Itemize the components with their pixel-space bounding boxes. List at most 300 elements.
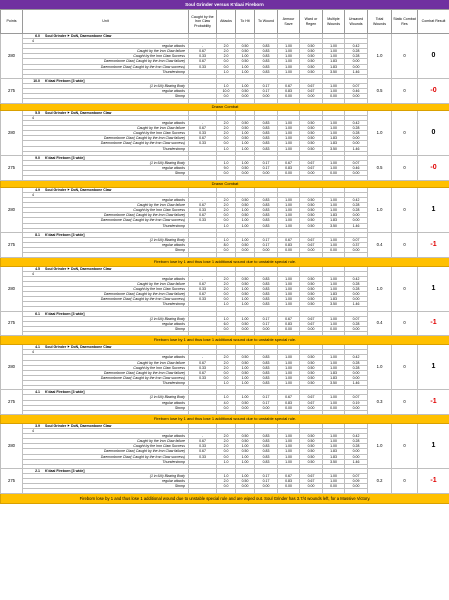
value-cell[interactable]: 0.83 bbox=[255, 276, 278, 281]
combat-result-cell[interactable]: -1 bbox=[418, 469, 449, 494]
attack-label-cell[interactable]: regular attacks bbox=[23, 479, 189, 484]
static-res-cell[interactable]: 0 bbox=[392, 424, 418, 469]
combat-result-cell[interactable]: -0 bbox=[418, 155, 449, 180]
value-cell[interactable]: 2.0 bbox=[217, 360, 236, 365]
value-cell[interactable]: 1.00 bbox=[278, 286, 300, 291]
value-cell[interactable]: 0.50 bbox=[236, 434, 255, 439]
value-cell[interactable]: 0.50 bbox=[236, 292, 255, 297]
value-cell[interactable]: 0.67 bbox=[278, 316, 300, 321]
value-cell[interactable]: 1.0 bbox=[217, 474, 236, 479]
value-cell[interactable]: 0.83 bbox=[255, 444, 278, 449]
value-cell[interactable]: 0.00 bbox=[345, 248, 368, 253]
value-cell[interactable]: 0.50 bbox=[300, 64, 323, 69]
attack-label-cell[interactable]: Daemonbone Claw( Caught by the Iron Claw success) bbox=[23, 218, 189, 223]
value-cell[interactable]: 0.50 bbox=[236, 400, 255, 405]
value-cell[interactable]: 0.00 bbox=[300, 94, 323, 99]
value-cell[interactable]: 1.00 bbox=[236, 286, 255, 291]
value-cell[interactable]: 0.37 bbox=[345, 243, 368, 248]
header-unit[interactable]: Unit bbox=[23, 10, 189, 34]
combat-result-cell[interactable]: -1 bbox=[418, 311, 449, 336]
value-cell[interactable]: 0.67 bbox=[189, 213, 217, 218]
value-cell[interactable]: 0.00 bbox=[323, 171, 345, 176]
value-cell[interactable]: 0.0 bbox=[217, 405, 236, 410]
header-points[interactable]: Points bbox=[1, 10, 23, 34]
value-cell[interactable]: 1.83 bbox=[323, 292, 345, 297]
value-cell[interactable]: 2.0 bbox=[217, 286, 236, 291]
value-cell[interactable]: 1.00 bbox=[278, 302, 300, 307]
attack-label-cell[interactable]: Caught by the Iron Claw failure bbox=[23, 203, 189, 208]
value-cell[interactable]: 0.00 bbox=[323, 326, 345, 331]
value-cell[interactable]: 1.00 bbox=[278, 198, 300, 203]
value-cell[interactable]: 0.83 bbox=[255, 136, 278, 141]
value-cell[interactable]: 0.50 bbox=[300, 49, 323, 54]
points-cell[interactable]: 275 bbox=[1, 311, 23, 336]
value-cell[interactable]: 1.0 bbox=[217, 146, 236, 151]
value-cell[interactable]: 0.50 bbox=[236, 89, 255, 94]
attack-label-cell[interactable]: Caught by the Iron Claw failure bbox=[23, 439, 189, 444]
value-cell[interactable]: 0.50 bbox=[236, 121, 255, 126]
attack-label-cell[interactable]: Thunderstomp bbox=[23, 380, 189, 385]
value-cell[interactable]: 1.00 bbox=[323, 126, 345, 131]
value-cell[interactable]: 1.00 bbox=[323, 355, 345, 360]
value-cell[interactable]: 0.50 bbox=[236, 243, 255, 248]
attack-label-cell[interactable]: regular attacks bbox=[23, 400, 189, 405]
value-cell[interactable]: 1.00 bbox=[278, 64, 300, 69]
total-wounds-cell[interactable]: 0.5 bbox=[368, 79, 392, 104]
total-wounds-cell[interactable]: 0.3 bbox=[368, 390, 392, 415]
value-cell[interactable]: 1.00 bbox=[323, 400, 345, 405]
value-cell[interactable]: 0.28 bbox=[345, 126, 368, 131]
value-cell[interactable]: 1.00 bbox=[278, 131, 300, 136]
value-cell[interactable]: 1.00 bbox=[236, 131, 255, 136]
attack-label-cell[interactable]: regular attacks bbox=[23, 355, 189, 360]
value-cell[interactable]: 0.0 bbox=[217, 218, 236, 223]
value-cell[interactable]: 0.00 bbox=[255, 171, 278, 176]
value-cell[interactable]: 0.83 bbox=[255, 375, 278, 380]
value-cell[interactable]: 1.00 bbox=[236, 375, 255, 380]
value-cell[interactable]: 1.00 bbox=[278, 146, 300, 151]
value-cell[interactable]: 0.67 bbox=[189, 203, 217, 208]
attack-label-cell[interactable]: Caught by the Iron Claw Success bbox=[23, 208, 189, 213]
value-cell[interactable]: 0.33 bbox=[189, 208, 217, 213]
value-cell[interactable]: 0.50 bbox=[300, 213, 323, 218]
value-cell[interactable]: 0.42 bbox=[345, 44, 368, 49]
value-cell[interactable]: 10.0 bbox=[217, 89, 236, 94]
value-cell[interactable]: 0.83 bbox=[255, 69, 278, 74]
value-cell[interactable]: 1.83 bbox=[323, 213, 345, 218]
attack-label-cell[interactable]: Thunderstomp bbox=[23, 69, 189, 74]
value-cell[interactable]: 1.00 bbox=[278, 203, 300, 208]
value-cell[interactable]: 1.83 bbox=[323, 297, 345, 302]
value-cell[interactable]: 0.0 bbox=[217, 59, 236, 64]
header-multi[interactable]: Multiple Wounds bbox=[323, 10, 345, 34]
value-cell[interactable]: 0.83 bbox=[278, 321, 300, 326]
value-cell[interactable]: 1.83 bbox=[323, 136, 345, 141]
value-cell[interactable]: 0.83 bbox=[255, 49, 278, 54]
value-cell[interactable]: 1.00 bbox=[323, 243, 345, 248]
value-cell[interactable]: 0.50 bbox=[300, 449, 323, 454]
value-cell[interactable]: 0.28 bbox=[345, 321, 368, 326]
value-cell[interactable]: 1.00 bbox=[278, 439, 300, 444]
value-cell[interactable]: 1.00 bbox=[236, 395, 255, 400]
value-cell[interactable]: 0.50 bbox=[236, 281, 255, 286]
value-cell[interactable]: 0.67 bbox=[189, 292, 217, 297]
value-cell[interactable]: 0.83 bbox=[255, 54, 278, 59]
value-cell[interactable]: 1.0 bbox=[217, 69, 236, 74]
attack-label-cell[interactable]: Thunderstomp bbox=[23, 459, 189, 464]
points-cell[interactable]: 275 bbox=[1, 232, 23, 257]
value-cell[interactable]: 0.50 bbox=[300, 54, 323, 59]
value-cell[interactable]: 1.00 bbox=[323, 360, 345, 365]
value-cell[interactable]: 6.0 bbox=[217, 321, 236, 326]
value-cell[interactable]: 0.67 bbox=[300, 237, 323, 242]
attack-label-cell[interactable]: Caught by the Iron Claw Success bbox=[23, 444, 189, 449]
value-cell[interactable]: 0.0 bbox=[217, 326, 236, 331]
value-cell[interactable]: 1.00 bbox=[278, 276, 300, 281]
total-wounds-cell[interactable]: 1.0 bbox=[368, 266, 392, 311]
value-cell[interactable]: 0.67 bbox=[300, 474, 323, 479]
value-cell[interactable]: 0.50 bbox=[300, 146, 323, 151]
value-cell[interactable]: 0.67 bbox=[278, 237, 300, 242]
value-cell[interactable]: 0.00 bbox=[345, 94, 368, 99]
attack-label-cell[interactable]: (1 in 6/b) Blazing Body bbox=[23, 316, 189, 321]
value-cell[interactable]: 0.00 bbox=[300, 326, 323, 331]
value-cell[interactable]: 0.50 bbox=[300, 360, 323, 365]
header-static[interactable]: Static Combat Res bbox=[392, 10, 418, 34]
value-cell[interactable]: 1.00 bbox=[278, 459, 300, 464]
value-cell[interactable]: 0.33 bbox=[189, 444, 217, 449]
value-cell[interactable]: 0.00 bbox=[345, 59, 368, 64]
value-cell[interactable]: 0.50 bbox=[236, 479, 255, 484]
value-cell[interactable]: 0.50 bbox=[300, 131, 323, 136]
value-cell[interactable]: 0.50 bbox=[300, 198, 323, 203]
header-ward[interactable]: Ward or Regen bbox=[300, 10, 323, 34]
attack-label-cell[interactable]: regular attacks bbox=[23, 166, 189, 171]
attack-label-cell[interactable]: regular attacks bbox=[23, 44, 189, 49]
value-cell[interactable]: 0.50 bbox=[300, 459, 323, 464]
static-res-cell[interactable]: 0 bbox=[392, 79, 418, 104]
value-cell[interactable]: 0.17 bbox=[255, 321, 278, 326]
points-cell[interactable]: 280 bbox=[1, 187, 23, 232]
points-cell[interactable]: 280 bbox=[1, 266, 23, 311]
attack-label-cell[interactable]: Thunderstomp bbox=[23, 223, 189, 228]
value-cell[interactable]: 0.28 bbox=[345, 208, 368, 213]
attack-label-cell[interactable]: (1 in 6/b) Blazing Body bbox=[23, 161, 189, 166]
attack-label-cell[interactable]: Stomp bbox=[23, 405, 189, 410]
combat-result-cell[interactable]: -1 bbox=[418, 390, 449, 415]
value-cell[interactable]: 0.00 bbox=[236, 94, 255, 99]
value-cell[interactable]: 0.00 bbox=[345, 375, 368, 380]
value-cell[interactable]: 1.00 bbox=[323, 208, 345, 213]
value-cell[interactable]: 0.67 bbox=[300, 243, 323, 248]
value-cell[interactable]: 0.00 bbox=[300, 171, 323, 176]
value-cell[interactable]: 1.00 bbox=[236, 316, 255, 321]
value-cell[interactable]: 0.00 bbox=[255, 248, 278, 253]
attack-label-cell[interactable]: Caught by the Iron Claw failure bbox=[23, 360, 189, 365]
value-cell[interactable]: 0.83 bbox=[255, 292, 278, 297]
value-cell[interactable]: 0.33 bbox=[189, 365, 217, 370]
attack-label-cell[interactable]: Daemonbone Claw( Caught by the Iron Claw failure) bbox=[23, 136, 189, 141]
value-cell[interactable]: 0.50 bbox=[236, 213, 255, 218]
value-cell[interactable]: 1.83 bbox=[323, 59, 345, 64]
value-cell[interactable]: 0.50 bbox=[300, 365, 323, 370]
value-cell[interactable]: 0.00 bbox=[323, 484, 345, 489]
points-cell[interactable]: 275 bbox=[1, 469, 23, 494]
value-cell[interactable]: 1.00 bbox=[236, 146, 255, 151]
value-cell[interactable]: 0.33 bbox=[189, 454, 217, 459]
value-cell[interactable]: 1.00 bbox=[323, 395, 345, 400]
attack-label-cell[interactable]: Daemonbone Claw( Caught by the Iron Claw failure) bbox=[23, 370, 189, 375]
value-cell[interactable]: 0.67 bbox=[189, 439, 217, 444]
value-cell[interactable]: 0.33 bbox=[189, 141, 217, 146]
value-cell[interactable]: 0.0 bbox=[217, 94, 236, 99]
value-cell[interactable]: 0.83 bbox=[255, 297, 278, 302]
value-cell[interactable]: 1.00 bbox=[236, 84, 255, 89]
value-cell[interactable]: 0.50 bbox=[236, 370, 255, 375]
value-cell[interactable]: 1.00 bbox=[323, 49, 345, 54]
header-to-hit[interactable]: To Hit bbox=[236, 10, 255, 34]
value-cell[interactable]: 0.50 bbox=[300, 121, 323, 126]
value-cell[interactable]: 0.67 bbox=[189, 449, 217, 454]
value-cell[interactable]: 1.00 bbox=[278, 292, 300, 297]
value-cell[interactable]: 3.50 bbox=[323, 459, 345, 464]
value-cell[interactable]: 0.00 bbox=[278, 326, 300, 331]
value-cell[interactable]: 0.50 bbox=[300, 286, 323, 291]
value-cell[interactable]: 0.83 bbox=[255, 439, 278, 444]
value-cell[interactable]: 0.50 bbox=[300, 444, 323, 449]
value-cell[interactable]: 2.0 bbox=[217, 54, 236, 59]
value-cell[interactable]: 1.00 bbox=[278, 141, 300, 146]
attack-label-cell[interactable]: Daemonbone Claw( Caught by the Iron Claw failure) bbox=[23, 292, 189, 297]
value-cell[interactable]: 0.17 bbox=[255, 400, 278, 405]
value-cell[interactable]: 0.50 bbox=[300, 292, 323, 297]
attack-label-cell[interactable]: Thunderstomp bbox=[23, 302, 189, 307]
value-cell[interactable]: 0.17 bbox=[255, 89, 278, 94]
value-cell[interactable]: 3.50 bbox=[323, 302, 345, 307]
value-cell[interactable]: 0.28 bbox=[345, 281, 368, 286]
value-cell[interactable]: 1.00 bbox=[323, 365, 345, 370]
attack-label-cell[interactable]: (1 in 6/b) Blazing Body bbox=[23, 395, 189, 400]
value-cell[interactable]: 0.33 bbox=[189, 64, 217, 69]
value-cell[interactable]: 0.50 bbox=[236, 49, 255, 54]
value-cell[interactable]: 1.00 bbox=[323, 439, 345, 444]
value-cell[interactable]: 0.83 bbox=[255, 380, 278, 385]
attack-label-cell[interactable]: Caught by the Iron Claw failure bbox=[23, 49, 189, 54]
static-res-cell[interactable]: 0 bbox=[392, 266, 418, 311]
value-cell[interactable]: 0.67 bbox=[189, 49, 217, 54]
value-cell[interactable]: 0.28 bbox=[345, 54, 368, 59]
value-cell[interactable]: 0.67 bbox=[278, 474, 300, 479]
value-cell[interactable]: 0.00 bbox=[345, 297, 368, 302]
value-cell[interactable]: 0.67 bbox=[189, 59, 217, 64]
value-cell[interactable]: 0.19 bbox=[345, 400, 368, 405]
value-cell[interactable]: 0.0 bbox=[217, 454, 236, 459]
value-cell[interactable]: 1.00 bbox=[236, 454, 255, 459]
value-cell[interactable]: 0.67 bbox=[300, 316, 323, 321]
value-cell[interactable]: 0.83 bbox=[255, 449, 278, 454]
value-cell[interactable]: 0.00 bbox=[300, 405, 323, 410]
value-cell[interactable]: 0.83 bbox=[255, 218, 278, 223]
value-cell[interactable]: 0.83 bbox=[255, 286, 278, 291]
attack-label-cell[interactable]: Daemonbone Claw( Caught by the Iron Claw success) bbox=[23, 375, 189, 380]
value-cell[interactable]: 1.00 bbox=[278, 59, 300, 64]
attack-label-cell[interactable]: Thunderstomp bbox=[23, 146, 189, 151]
value-cell[interactable]: 2.0 bbox=[217, 131, 236, 136]
attack-label-cell[interactable]: (1 in 6/b) Blazing Body bbox=[23, 237, 189, 242]
value-cell[interactable]: 0.50 bbox=[300, 355, 323, 360]
value-cell[interactable]: 1.00 bbox=[323, 54, 345, 59]
value-cell[interactable]: 0.07 bbox=[345, 316, 368, 321]
value-cell[interactable]: 0.83 bbox=[278, 479, 300, 484]
value-cell[interactable]: 0.50 bbox=[236, 355, 255, 360]
value-cell[interactable]: 1.00 bbox=[236, 218, 255, 223]
value-cell[interactable]: 0.42 bbox=[345, 121, 368, 126]
value-cell[interactable]: 0.07 bbox=[345, 237, 368, 242]
value-cell[interactable]: 2.0 bbox=[217, 121, 236, 126]
value-cell[interactable]: 0.0 bbox=[217, 64, 236, 69]
value-cell[interactable]: 0.28 bbox=[345, 131, 368, 136]
value-cell[interactable]: - bbox=[189, 276, 217, 281]
value-cell[interactable]: 1.00 bbox=[278, 136, 300, 141]
value-cell[interactable]: 1.00 bbox=[278, 454, 300, 459]
value-cell[interactable]: 1.00 bbox=[278, 121, 300, 126]
value-cell[interactable]: 0.67 bbox=[300, 321, 323, 326]
value-cell[interactable]: 1.00 bbox=[323, 276, 345, 281]
value-cell[interactable]: 0.17 bbox=[255, 237, 278, 242]
value-cell[interactable]: 0.00 bbox=[255, 405, 278, 410]
combat-result-cell[interactable]: 0 bbox=[418, 34, 449, 79]
value-cell[interactable]: 1.00 bbox=[278, 223, 300, 228]
value-cell[interactable]: 0.00 bbox=[236, 326, 255, 331]
value-cell[interactable]: 1.83 bbox=[323, 375, 345, 380]
value-cell[interactable]: 0.50 bbox=[300, 276, 323, 281]
value-cell[interactable]: 0.67 bbox=[300, 479, 323, 484]
header-unsaved[interactable]: Unsaved Wounds bbox=[345, 10, 368, 34]
total-wounds-cell[interactable]: 1.0 bbox=[368, 187, 392, 232]
value-cell[interactable]: 0.42 bbox=[345, 198, 368, 203]
attack-label-cell[interactable]: regular attacks bbox=[23, 89, 189, 94]
value-cell[interactable]: 1.0 bbox=[217, 395, 236, 400]
value-cell[interactable]: 0.83 bbox=[255, 459, 278, 464]
attack-label-cell[interactable]: Daemonbone Claw( Caught by the Iron Claw failure) bbox=[23, 449, 189, 454]
value-cell[interactable]: 0.83 bbox=[255, 141, 278, 146]
value-cell[interactable]: 1.0 bbox=[217, 302, 236, 307]
value-cell[interactable]: 1.00 bbox=[236, 474, 255, 479]
value-cell[interactable]: 0.50 bbox=[236, 166, 255, 171]
value-cell[interactable]: 1.46 bbox=[345, 380, 368, 385]
value-cell[interactable]: 0.00 bbox=[278, 405, 300, 410]
value-cell[interactable]: 0.0 bbox=[217, 213, 236, 218]
value-cell[interactable]: 0.50 bbox=[300, 434, 323, 439]
value-cell[interactable]: 0.50 bbox=[236, 126, 255, 131]
value-cell[interactable]: 0.50 bbox=[236, 321, 255, 326]
value-cell[interactable]: 1.00 bbox=[323, 84, 345, 89]
static-res-cell[interactable]: 0 bbox=[392, 110, 418, 155]
value-cell[interactable]: 0.00 bbox=[255, 484, 278, 489]
value-cell[interactable]: 0.50 bbox=[236, 44, 255, 49]
static-res-cell[interactable]: 0 bbox=[392, 311, 418, 336]
value-cell[interactable]: 0.07 bbox=[345, 395, 368, 400]
value-cell[interactable]: 0.50 bbox=[236, 276, 255, 281]
value-cell[interactable]: 0.28 bbox=[345, 439, 368, 444]
value-cell[interactable]: 0.67 bbox=[300, 89, 323, 94]
value-cell[interactable]: 0.09 bbox=[345, 479, 368, 484]
value-cell[interactable]: 0.00 bbox=[300, 484, 323, 489]
value-cell[interactable]: 1.00 bbox=[323, 203, 345, 208]
value-cell[interactable]: 1.00 bbox=[278, 54, 300, 59]
value-cell[interactable]: 0.28 bbox=[345, 360, 368, 365]
attack-label-cell[interactable]: (1 in 6/b) Blazing Body bbox=[23, 84, 189, 89]
value-cell[interactable]: 0.17 bbox=[255, 84, 278, 89]
attack-label-cell[interactable]: Stomp bbox=[23, 248, 189, 253]
value-cell[interactable]: 1.00 bbox=[278, 49, 300, 54]
value-cell[interactable]: 0.50 bbox=[300, 223, 323, 228]
value-cell[interactable]: 0.33 bbox=[189, 286, 217, 291]
value-cell[interactable]: 9.0 bbox=[217, 166, 236, 171]
static-res-cell[interactable]: 0 bbox=[392, 187, 418, 232]
value-cell[interactable]: 0.07 bbox=[345, 84, 368, 89]
value-cell[interactable]: 0.67 bbox=[189, 126, 217, 131]
value-cell[interactable]: 0.00 bbox=[345, 405, 368, 410]
total-wounds-cell[interactable]: 1.0 bbox=[368, 424, 392, 469]
value-cell[interactable]: 0.00 bbox=[278, 94, 300, 99]
value-cell[interactable]: 1.00 bbox=[278, 297, 300, 302]
value-cell[interactable]: 1.00 bbox=[278, 360, 300, 365]
value-cell[interactable]: 0.67 bbox=[278, 395, 300, 400]
value-cell[interactable]: 2.0 bbox=[217, 434, 236, 439]
value-cell[interactable]: 0.00 bbox=[278, 171, 300, 176]
value-cell[interactable]: 0.00 bbox=[345, 449, 368, 454]
value-cell[interactable]: 0.83 bbox=[255, 131, 278, 136]
attack-label-cell[interactable]: Daemonbone Claw( Caught by the Iron Claw success) bbox=[23, 141, 189, 146]
value-cell[interactable]: 1.83 bbox=[323, 141, 345, 146]
value-cell[interactable]: 0.00 bbox=[236, 484, 255, 489]
value-cell[interactable]: 0.00 bbox=[300, 248, 323, 253]
value-cell[interactable]: 0.83 bbox=[278, 243, 300, 248]
value-cell[interactable]: 0.67 bbox=[189, 360, 217, 365]
value-cell[interactable]: 1.00 bbox=[323, 198, 345, 203]
value-cell[interactable]: 0.83 bbox=[255, 44, 278, 49]
value-cell[interactable]: 0.00 bbox=[345, 171, 368, 176]
value-cell[interactable]: 1.00 bbox=[323, 131, 345, 136]
value-cell[interactable]: 0.67 bbox=[300, 166, 323, 171]
value-cell[interactable]: 2.0 bbox=[217, 479, 236, 484]
value-cell[interactable]: 0.42 bbox=[345, 434, 368, 439]
value-cell[interactable]: 2.0 bbox=[217, 281, 236, 286]
value-cell[interactable]: 0.50 bbox=[236, 203, 255, 208]
attack-label-cell[interactable]: Daemonbone Claw( Caught by the Iron Claw failure) bbox=[23, 59, 189, 64]
final-banner-cell[interactable]: Fireborn lose by 1 and thus lose 1 additional wound due to unstable special rule and are wiped out. Soul Grinder has 3.7/4 wounds left, for a Massive Victory. bbox=[1, 493, 449, 503]
value-cell[interactable]: 0.83 bbox=[255, 223, 278, 228]
value-cell[interactable]: 1.00 bbox=[236, 444, 255, 449]
attack-label-cell[interactable]: Caught by the Iron Claw Success bbox=[23, 286, 189, 291]
value-cell[interactable]: 2.0 bbox=[217, 439, 236, 444]
static-res-cell[interactable]: 0 bbox=[392, 34, 418, 79]
static-res-cell[interactable]: 0 bbox=[392, 390, 418, 415]
header-total[interactable]: Total Wounds bbox=[368, 10, 392, 34]
value-cell[interactable]: 1.0 bbox=[217, 380, 236, 385]
attack-label-cell[interactable]: Caught by the Iron Claw failure bbox=[23, 126, 189, 131]
value-cell[interactable]: 0.00 bbox=[236, 171, 255, 176]
value-cell[interactable]: 0.83 bbox=[255, 64, 278, 69]
static-res-cell[interactable]: 0 bbox=[392, 232, 418, 257]
value-cell[interactable]: 1.00 bbox=[236, 459, 255, 464]
value-cell[interactable]: 0.83 bbox=[278, 166, 300, 171]
value-cell[interactable]: 0.67 bbox=[300, 84, 323, 89]
value-cell[interactable]: 0.00 bbox=[278, 484, 300, 489]
value-cell[interactable]: 0.0 bbox=[217, 292, 236, 297]
attack-label-cell[interactable]: Caught by the Iron Claw failure bbox=[23, 281, 189, 286]
